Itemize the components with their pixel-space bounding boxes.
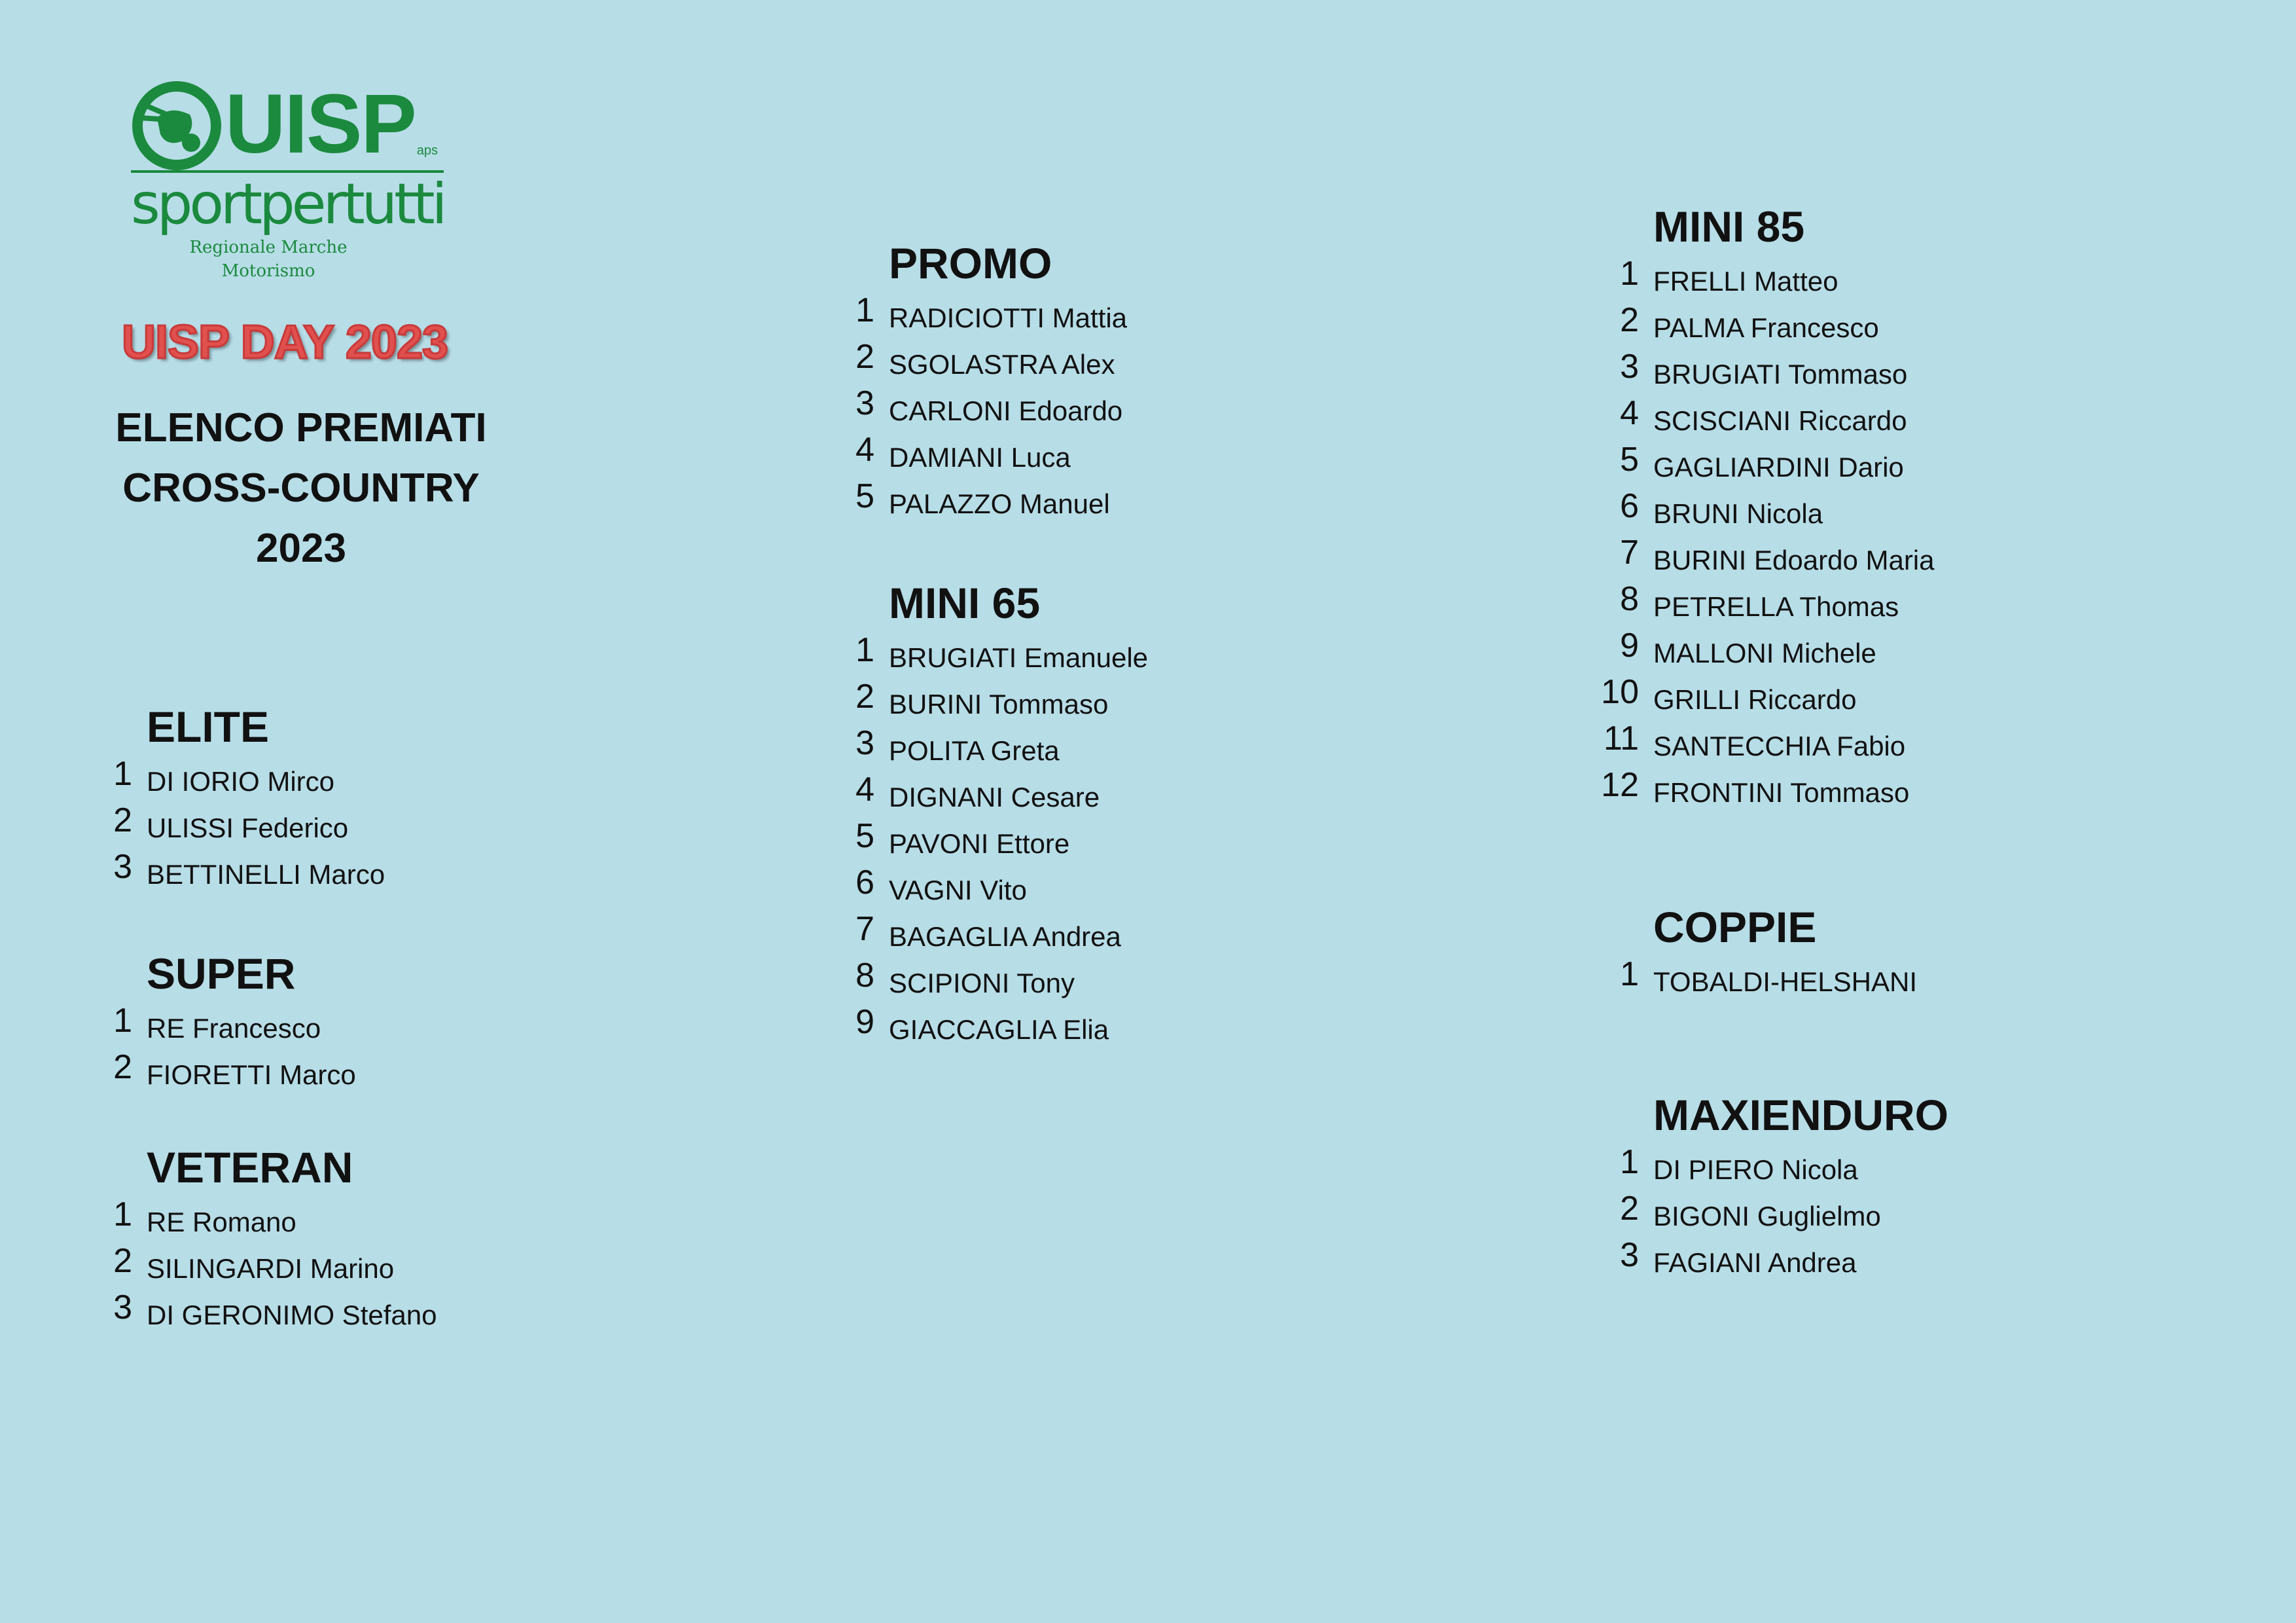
result-row — [855, 291, 1128, 339]
logo-subline-discipline: Motorismo — [221, 261, 315, 281]
result-position: 2 — [1620, 1190, 1639, 1228]
document-title-line: ELENCO PREMIATI — [115, 405, 487, 450]
logo-suffix-text: aps — [416, 143, 438, 158]
result-position: 2 — [113, 801, 132, 839]
result-position: 2 — [1620, 301, 1639, 339]
result-row — [855, 817, 1070, 865]
result-name: PALAZZO Manuel — [889, 488, 1110, 519]
result-name: BURINI Tommaso — [889, 689, 1109, 720]
result-row — [1620, 627, 1876, 674]
result-position: 9 — [855, 1003, 874, 1041]
category-title: ELITE — [147, 702, 270, 751]
result-name: SCISCIANI Riccardo — [1653, 405, 1907, 436]
category-promo — [855, 234, 1128, 525]
result-position: 12 — [1601, 766, 1639, 804]
event-title: UISP DAY 2023 — [122, 316, 448, 369]
result-position: 1 — [1620, 955, 1639, 993]
result-row — [1620, 487, 1823, 535]
result-row — [855, 338, 1115, 386]
result-position: 1 — [113, 755, 132, 793]
result-name: DAMIANI Luca — [889, 442, 1071, 473]
result-row — [1620, 534, 1935, 581]
result-row — [855, 771, 1100, 818]
result-name: RADICIOTTI Mattia — [889, 302, 1128, 333]
category-title: MINI 85 — [1653, 202, 1805, 251]
result-name: SCIPIONI Tony — [889, 968, 1075, 998]
result-name: POLITA Greta — [889, 735, 1060, 766]
result-row — [1620, 441, 1904, 488]
result-position: 6 — [855, 864, 874, 902]
result-name: FRELLI Matteo — [1653, 266, 1839, 297]
category-title: SUPER — [147, 949, 296, 998]
result-name: VAGNI Vito — [889, 875, 1027, 905]
result-name: PALMA Francesco — [1653, 312, 1879, 343]
result-row — [1620, 255, 1839, 302]
category-title: COPPIE — [1653, 903, 1817, 951]
result-row — [113, 1195, 353, 1243]
result-position: 2 — [855, 678, 874, 716]
result-name: PETRELLA Thomas — [1653, 591, 1899, 622]
category-title: MAXIENDURO — [1653, 1091, 1949, 1139]
result-position: 10 — [1601, 673, 1639, 711]
result-name: MALLONI Michele — [1653, 638, 1876, 668]
category-mini-65 — [855, 574, 1149, 1051]
result-name: TOBALDI-HELSHANI — [1653, 966, 1917, 997]
result-row — [1620, 580, 1899, 628]
logo-subline-region: Regionale Marche — [189, 238, 348, 257]
category-coppie — [1620, 898, 1917, 1003]
result-position: 3 — [1620, 348, 1639, 386]
result-name: GIACCAGLIA Elia — [889, 1014, 1109, 1045]
result-position: 1 — [1620, 255, 1639, 293]
result-position: 3 — [113, 1288, 132, 1326]
category-elite — [113, 697, 386, 896]
result-position: 3 — [855, 724, 874, 762]
category-title: PROMO — [889, 239, 1052, 287]
result-position: 1 — [113, 1002, 132, 1040]
category-super — [113, 944, 356, 1096]
result-name: PAVONI Ettore — [889, 828, 1070, 859]
result-name: RE Francesco — [147, 1013, 321, 1044]
result-name: GAGLIARDINI Dario — [1653, 452, 1904, 483]
result-position: 3 — [113, 848, 132, 886]
result-name: BRUNI Nicola — [1653, 498, 1823, 529]
result-name: DI PIERO Nicola — [1653, 1154, 1858, 1185]
result-position: 1 — [855, 631, 874, 669]
result-name: DI GERONIMO Stefano — [147, 1300, 437, 1330]
result-name: ULISSI Federico — [147, 812, 349, 843]
result-row — [855, 724, 1060, 772]
result-name: DI IORIO Mirco — [147, 766, 335, 797]
result-position: 4 — [1620, 394, 1639, 432]
uisp-logo — [131, 79, 458, 295]
result-position: 7 — [1620, 534, 1639, 572]
category-title: VETERAN — [147, 1143, 353, 1192]
result-name: BRUGIATI Emanuele — [889, 642, 1149, 673]
result-row — [113, 801, 349, 849]
result-position: 1 — [855, 291, 874, 329]
result-position: 5 — [855, 477, 874, 515]
result-position: 1 — [113, 1195, 132, 1233]
result-name: BRUGIATI Tommaso — [1653, 359, 1908, 390]
result-name: CARLONI Edoardo — [889, 395, 1123, 426]
result-position: 5 — [855, 817, 874, 855]
result-position: 2 — [113, 1048, 132, 1086]
result-row — [855, 678, 1109, 725]
result-row — [1620, 1190, 1948, 1237]
result-name: FRONTINI Tommaso — [1653, 777, 1910, 808]
document-title-line: CROSS-COUNTRY — [122, 465, 480, 511]
result-row — [1620, 955, 1917, 1003]
result-row — [113, 1242, 395, 1290]
result-name: FAGIANI Andrea — [1653, 1247, 1857, 1278]
result-row — [113, 755, 335, 803]
result-position: 8 — [855, 957, 874, 994]
result-name: BAGAGLIA Andrea — [889, 921, 1121, 952]
result-name: BURINI Edoardo Maria — [1653, 545, 1935, 575]
result-row — [855, 864, 1040, 911]
result-position: 9 — [1620, 627, 1639, 665]
result-position: 2 — [113, 1242, 132, 1280]
result-position: 1 — [1620, 1143, 1639, 1181]
logo-brand-text: UISP — [225, 77, 416, 171]
result-row — [113, 1288, 437, 1336]
result-name: FIORETTI Marco — [147, 1059, 356, 1090]
result-row — [855, 631, 1149, 679]
result-row — [855, 910, 1121, 958]
result-row — [1620, 348, 1908, 395]
result-row — [855, 1003, 1109, 1051]
result-row — [1620, 394, 1907, 442]
result-row — [855, 384, 1123, 432]
result-row — [113, 848, 386, 896]
result-name: DIGNANI Cesare — [889, 782, 1100, 812]
result-name: SGOLASTRA Alex — [889, 349, 1115, 380]
result-position: 6 — [1620, 487, 1639, 525]
result-position: 3 — [855, 384, 874, 422]
result-position: 2 — [855, 338, 874, 376]
result-name: GRILLI Riccardo — [1653, 684, 1857, 715]
result-row — [1601, 673, 1857, 721]
category-title: MINI 65 — [889, 579, 1041, 627]
result-row — [113, 1002, 321, 1049]
result-row — [113, 1048, 356, 1096]
svg-text:UISP: UISP — [166, 81, 187, 92]
result-position: 4 — [855, 771, 874, 809]
result-row — [1620, 1143, 1948, 1191]
uisp-emblem-icon — [131, 79, 223, 170]
result-position: 5 — [1620, 441, 1639, 479]
result-name: BIGONI Guglielmo — [1653, 1201, 1881, 1231]
document-title-line: 2023 — [256, 526, 346, 571]
result-row — [1620, 1236, 1948, 1284]
result-row — [855, 431, 1071, 479]
document-title — [72, 398, 530, 579]
result-position: 7 — [855, 910, 874, 948]
logo-tagline: sportpertutti — [131, 172, 444, 237]
category-veteran — [113, 1138, 437, 1336]
result-position: 11 — [1604, 720, 1639, 757]
result-row — [1620, 301, 1879, 349]
result-name: SANTECCHIA Fabio — [1653, 731, 1906, 761]
result-name: BETTINELLI Marco — [147, 859, 386, 890]
result-row — [855, 957, 1075, 1004]
category-maxienduro — [1620, 1085, 1949, 1284]
result-position: 8 — [1620, 580, 1639, 618]
result-row — [1601, 766, 1910, 814]
result-row — [1604, 720, 1906, 767]
result-row — [855, 477, 1110, 525]
result-position: 3 — [1620, 1236, 1639, 1274]
result-position: 4 — [855, 431, 874, 469]
category-mini-85 — [1601, 197, 1935, 814]
result-name: SILINGARDI Marino — [147, 1253, 395, 1284]
result-name: RE Romano — [147, 1207, 296, 1237]
